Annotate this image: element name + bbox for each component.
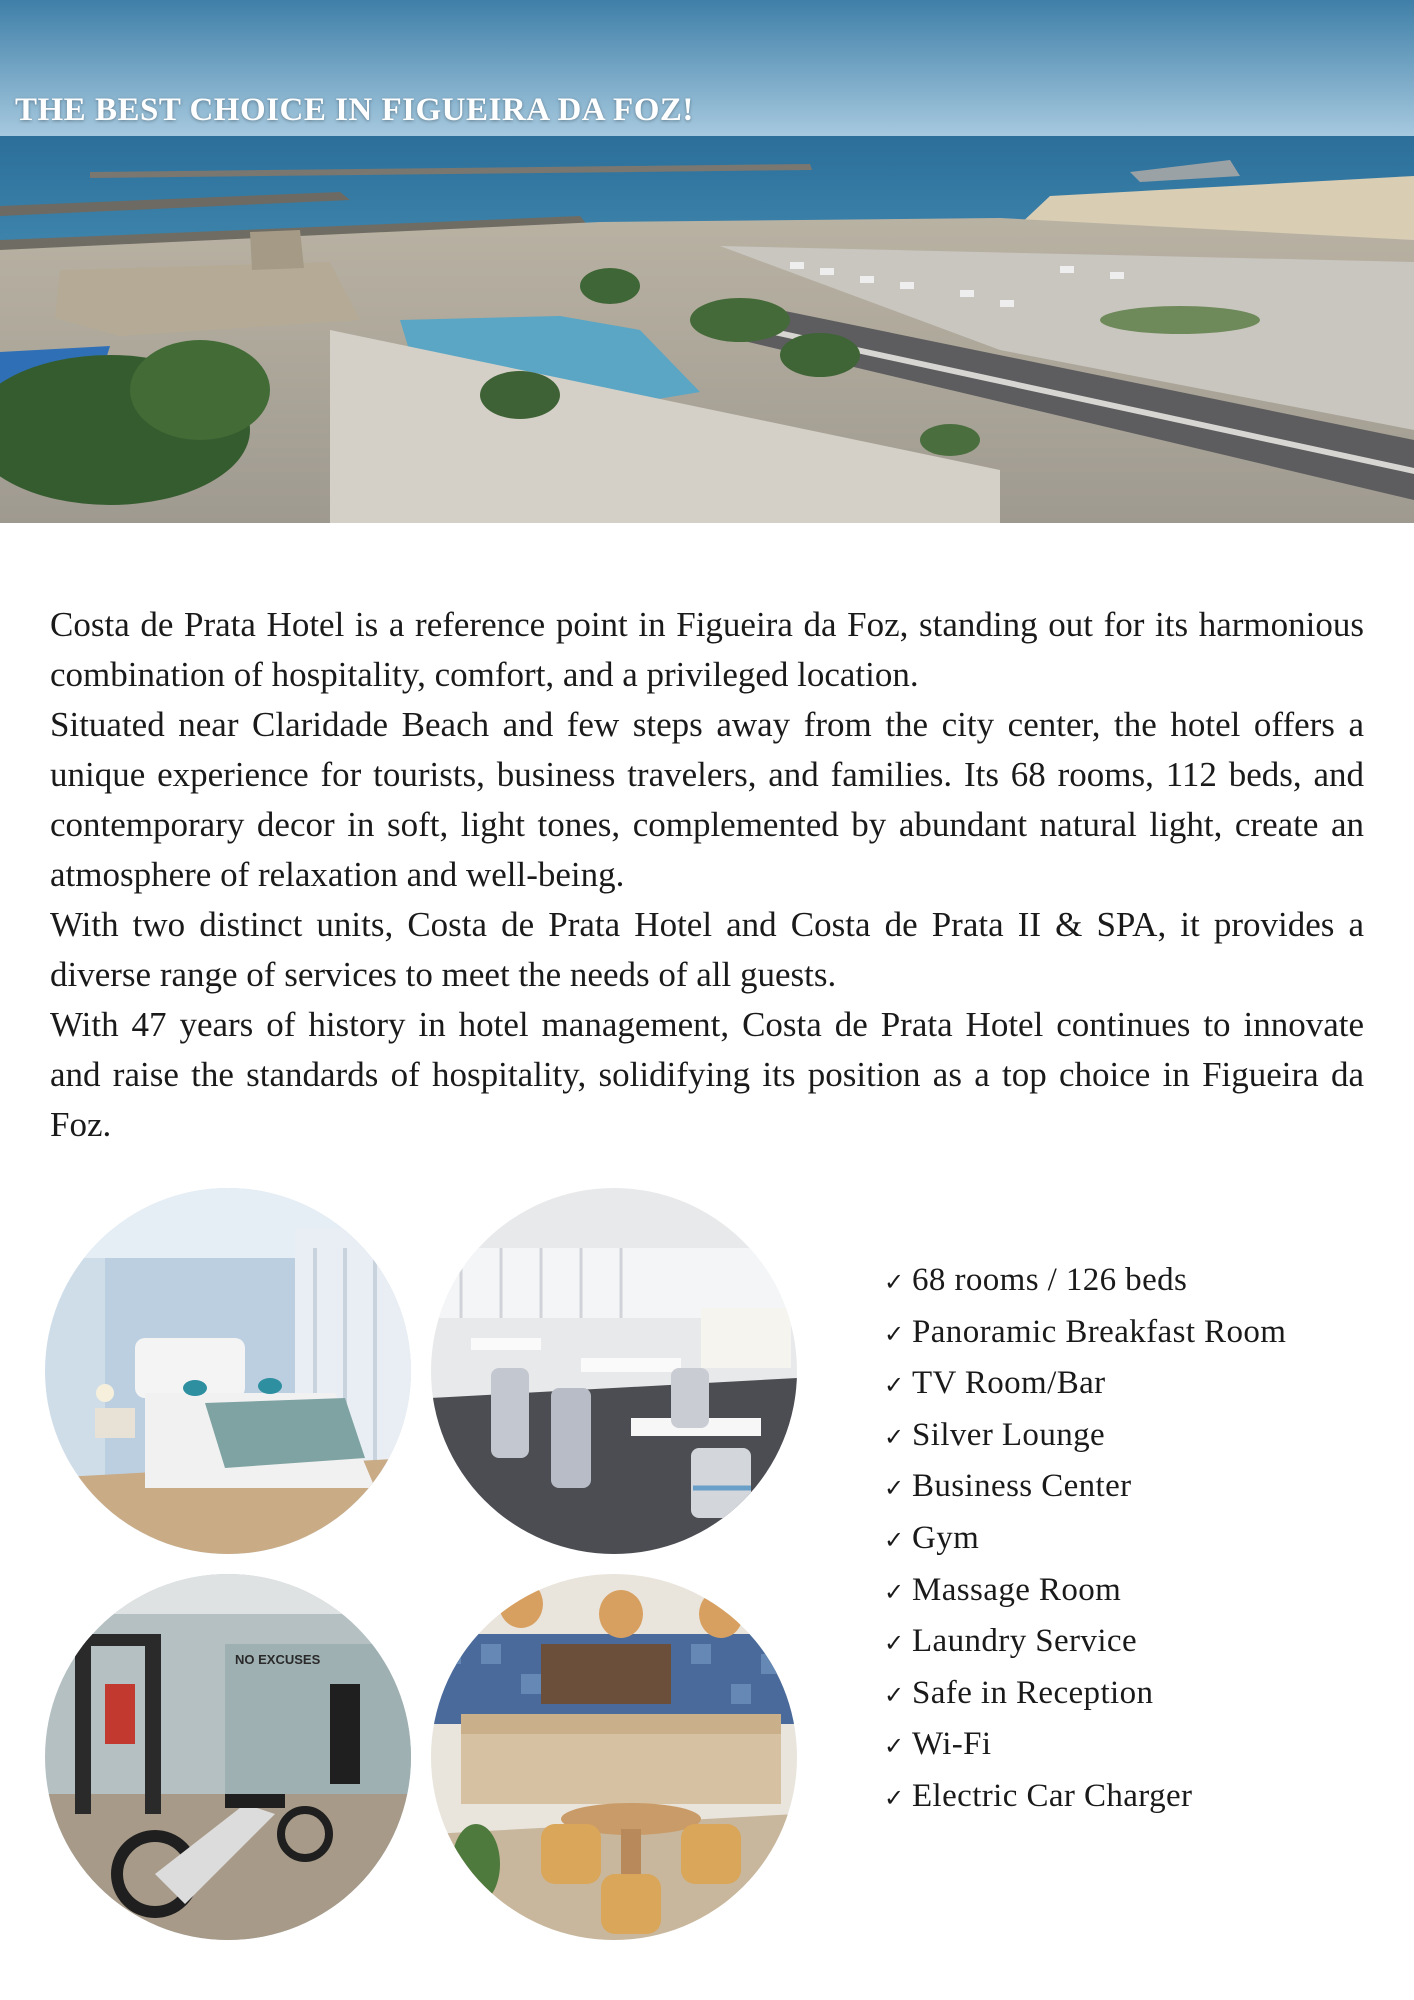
intro-paragraph: Situated near Claridade Beach and few steps away from the city center, the hotel offers a unique experience for tourists, business travelers, and families. Its 68 rooms, 112 beds, and contemporary decor in soft, light tones, complemented by abundant natural light, create an atmosphere of relaxation and well-being. [50,705,1364,894]
amenity-label: TV Room/Bar [912,1365,1106,1402]
checkmark-icon: ✓ [884,1732,905,1761]
amenity-label: Safe in Reception [912,1674,1154,1711]
checkmark-icon: ✓ [884,1680,905,1709]
checkmark-icon: ✓ [884,1268,905,1296]
gym-photo [45,1574,411,1940]
amenity-label: Laundry Service [912,1623,1137,1660]
list-item [884,1262,1286,1314]
checkmark-icon: ✓ [884,1474,905,1503]
coastline-photo [0,0,1414,523]
amenity-label: Panoramic Breakfast Room [912,1313,1287,1350]
checkmark-icon: ✓ [884,1629,905,1658]
intro-paragraph: With 47 years of history in hotel management, Costa de Prata Hotel continues to innovate and raise the standards of hospitality, solidifying its position as a top choice in Figueira da Foz. [50,1005,1364,1144]
list-item [884,1468,1286,1520]
breakfast-room-photo [431,1188,797,1554]
amenity-label: Electric Car Charger [912,1777,1193,1814]
gym-wall-sign: NO EXCUSES [235,1652,321,1667]
list-item [884,1365,1286,1417]
amenity-label: Silver Lounge [912,1416,1106,1453]
amenity-label: 68 rooms / 126 beds [912,1262,1188,1298]
amenity-label: Wi-Fi [912,1726,992,1763]
checkmark-icon: ✓ [884,1783,905,1812]
checkmark-icon: ✓ [884,1577,905,1606]
intro-paragraph: With two distinct units, Costa de Prata Hotel and Costa de Prata II & SPA, it provides a diverse range of services to meet the needs of all guests. [50,905,1364,994]
amenity-label: Gym [912,1519,980,1556]
hero-banner [0,0,1414,523]
checkmark-icon: ✓ [884,1525,905,1554]
list-item [884,1726,1286,1778]
amenity-label: Massage Room [912,1571,1122,1608]
intro-paragraph: Costa de Prata Hotel is a reference point in Figueira da Foz, standing out for its harmonious combination of hospitality, comfort, and a privileged location. [50,605,1364,694]
bar-photo [431,1574,797,1940]
list-item [884,1623,1286,1675]
list-item [884,1417,1286,1469]
list-item [884,1778,1286,1830]
checkmark-icon: ✓ [884,1422,905,1451]
list-item [884,1314,1286,1366]
list-item [884,1675,1286,1727]
hero-title: THE BEST CHOICE IN FIGUEIRA DA FOZ! [15,92,694,128]
checkmark-icon: ✓ [884,1319,905,1348]
intro-text [50,600,1364,1150]
bedroom-photo [45,1188,411,1554]
list-item [884,1520,1286,1572]
list-item [884,1572,1286,1624]
amenity-label: Business Center [912,1468,1132,1505]
checkmark-icon: ✓ [884,1371,905,1400]
amenities-list [884,1262,1286,1830]
